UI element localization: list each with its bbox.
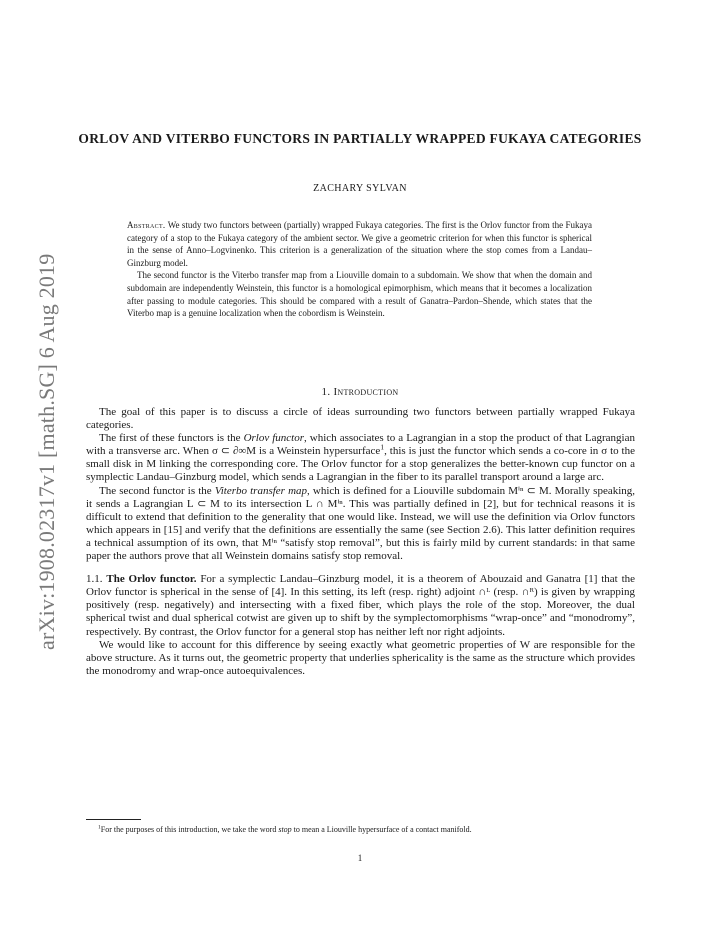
- section-heading-introduction: [0, 386, 720, 398]
- intro-text-3a: The second functor is the: [99, 484, 215, 497]
- footnote-marker: 1: [98, 824, 101, 831]
- footnote-divider: [86, 819, 141, 820]
- abstract-paragraph-1: [127, 219, 592, 269]
- main-body: [86, 406, 635, 678]
- footnote: [86, 824, 635, 835]
- subsection-paragraph-1: [86, 573, 635, 638]
- paper-title: ORLOV AND VITERBO FUNCTORS IN PARTIALLY WRAPPED FUKAYA CATEGORIES: [78, 131, 642, 146]
- intro-paragraph-2: [86, 432, 635, 484]
- footnote-reference[interactable]: 1: [380, 442, 385, 452]
- footnote-term: stop: [278, 825, 292, 834]
- author-name: ZACHARY SYLVAN: [313, 183, 407, 194]
- page-number: 1: [357, 853, 363, 863]
- subsection-text-1: For a symplectic Landau–Ginzburg model, it is a theorem of Abouzaid and Ganatra [1] that the Orlov functor is spherical in the sense of [4]. In this setting, its left (resp. right) adjoint ∩ᴸ (resp. ∩ᴿ) is given by wrapping positively (resp. negatively) and intersecting with a fixed fiber, which plays the role of the stop. Moreover, the dual spherical twist and dual spherical cotwist are given up to shift by the symplectomorphisms “wrap-once” and “monodromy”, respectively. By contrast, the Orlov functor for a general stop has neither left nor right adjoints.: [86, 573, 636, 638]
- abstract: [127, 219, 592, 320]
- intro-text-1: The goal of this paper is to discuss a circle of ideas surrounding two functors between partially wrapped Fukaya categories.: [86, 406, 635, 432]
- subsection-paragraph-2: [86, 639, 635, 678]
- section-number: 1.: [321, 386, 331, 398]
- orlov-functor-term: Orlov functor: [243, 432, 305, 445]
- subsection-text-2: We would like to account for this difference by seeing exactly what geometric properties of W are responsible for the above structure. As it turns out, the geometric property that underlies sphericality is the same as the structure which provides the monodromy and wrap-once autoequivalences.: [86, 638, 635, 677]
- arxiv-identifier-stamp: arXiv:1908.02317v1 [math.SG] 6 Aug 2019: [34, 253, 59, 650]
- intro-paragraph-1: [86, 406, 635, 432]
- subsection-title: The Orlov functor.: [106, 573, 197, 586]
- footnote-text-a: For the purposes of this introduction, we take the word: [100, 825, 279, 834]
- intro-text-2c: , this is just the functor which sends a co-core in σ to the small disk in M linking the corresponding core. The Orlov functor for a stop generalizes the better-known cup functor on a symplectic Landau–Ginzburg model, which sends a Lagrangian in the fiber to its parallel transport around a large arc.: [86, 445, 635, 484]
- intro-text-2a: The first of these functors is the: [99, 432, 244, 445]
- section-title: Introduction: [333, 386, 399, 398]
- abstract-text-1: We study two functors between (partially) wrapped Fukaya categories. The first is the Orlov functor from the Fukaya category of a stop to the Fukaya category of the ambient sector. We give a geometric criterion for when this functor is spherical in the sense of Anno–Logvinenko. This criterion is a generalization of the situation where the stop comes from a Landau–Ginzburg model.: [127, 220, 592, 268]
- abstract-label: Abstract.: [127, 220, 166, 230]
- intro-text-2b: , which associates to a Lagrangian in a stop the product of that Lagrangian with a transverse arc. When σ ⊂ ∂∞M is a Weinstein hypersurface: [86, 432, 636, 458]
- abstract-text-2: The second functor is the Viterbo transfer map from a Liouville domain to a subdomain. We show that when the domain and subdomain are independently Weinstein, this functor is a homological epimorphism, which means that it becomes a localization after passing to module categories. This should be compared with a result of Ganatra–Pardon–Shende, which states that the Viterbo map is a genuine localization when the cobordism is Weinstein.: [127, 270, 592, 319]
- viterbo-transfer-term: Viterbo transfer map: [214, 484, 308, 497]
- intro-text-3b: , which is defined for a Liouville subdomain Mⁱⁿ ⊂ M. Morally speaking, it sends a Lagrangian L ⊂ M to its intersection L ∩ Mⁱⁿ. This was partially defined in [2], but for technical reasons it is difficult to extend that definition to the generality that one would like. Instead, we will use the definition via Orlov functors which appears in [15] and verify that the definitions are essentially the same (see Section 2.6). This latter definition requires a technical assumption of its own, that Mⁱⁿ “satisfy stop removal”, but this is fairly mild by current standards: in that same paper the authors prove that all Weinstein domains satisfy stop removal.: [86, 484, 636, 563]
- subsection-number: 1.1.: [86, 573, 103, 586]
- footnote-text-b: to mean a Liouville hypersurface of a contact manifold.: [291, 825, 472, 834]
- intro-paragraph-3: [86, 485, 635, 564]
- abstract-paragraph-2: [127, 269, 592, 319]
